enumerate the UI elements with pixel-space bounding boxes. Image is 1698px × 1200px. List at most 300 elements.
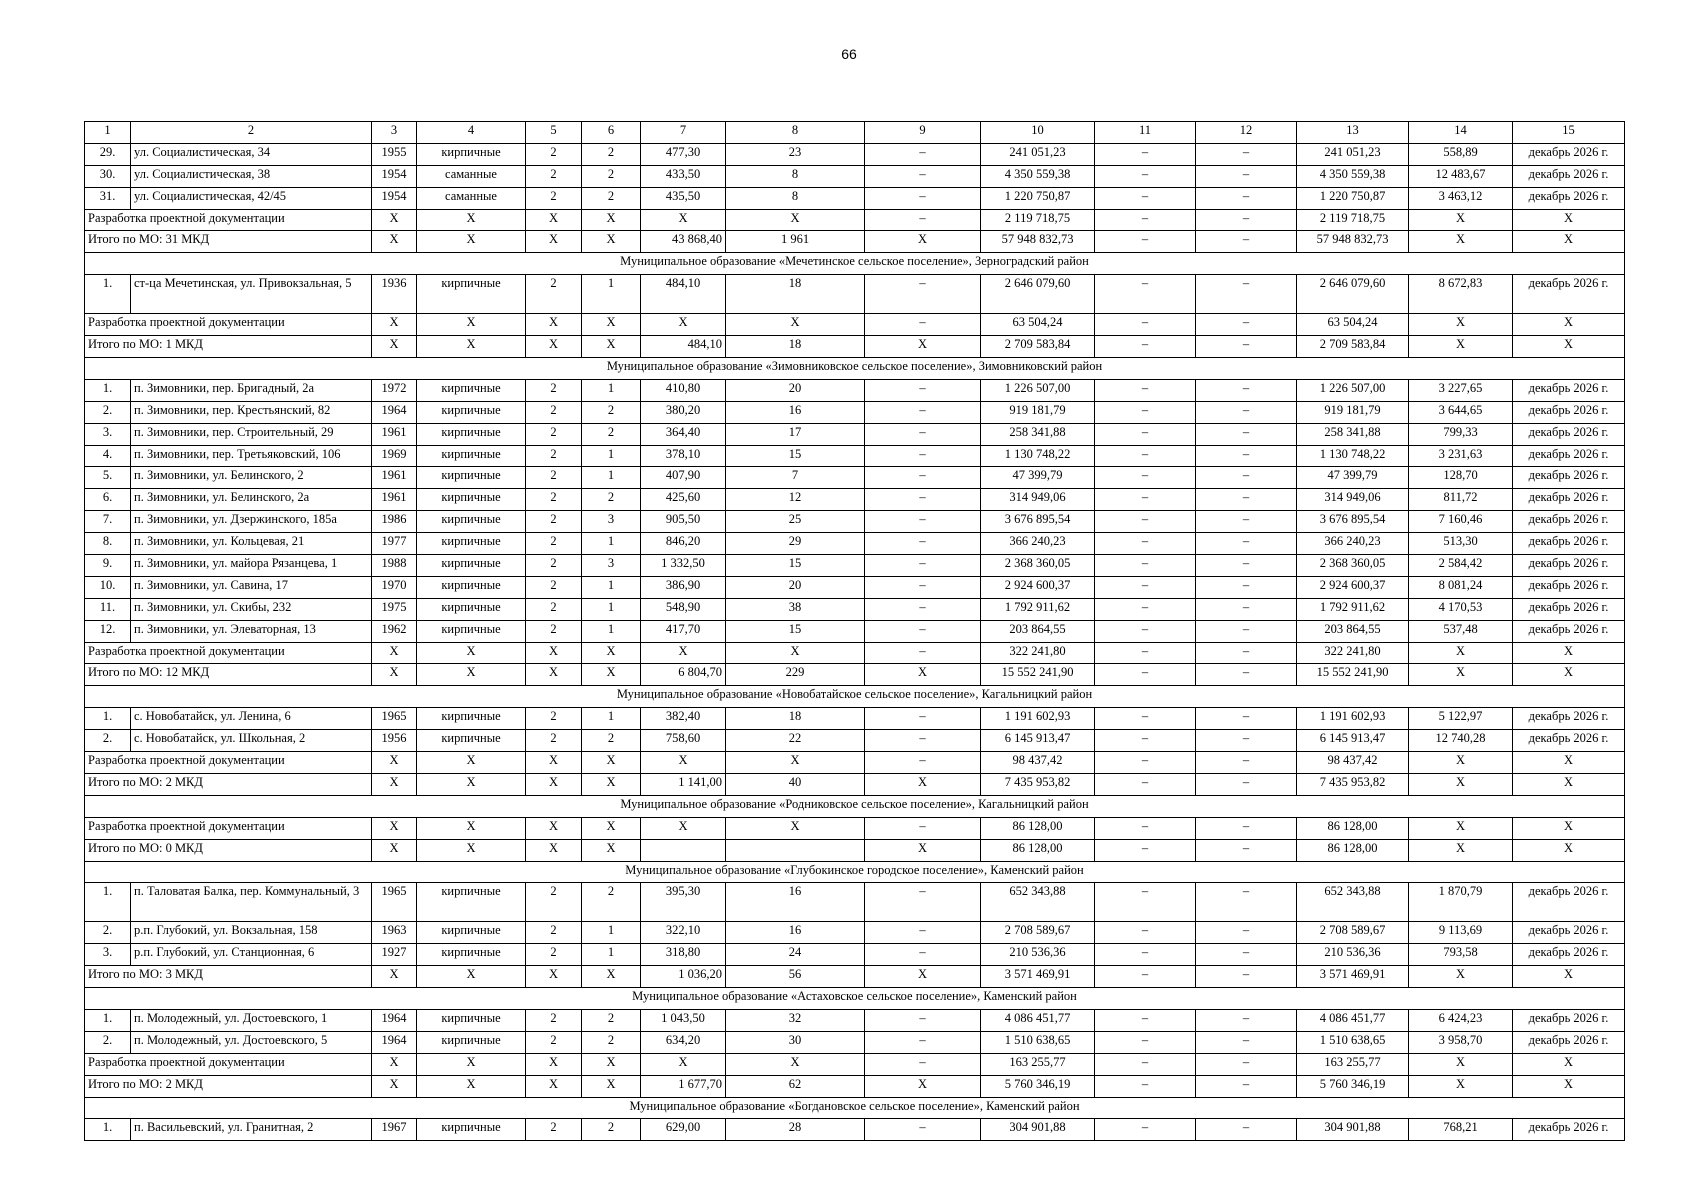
data-cell: 407,90 — [641, 467, 726, 489]
data-cell: 2 — [526, 187, 582, 209]
summary-cell: X — [582, 231, 641, 253]
data-cell: 241 051,23 — [1297, 143, 1409, 165]
summary-cell: X — [865, 966, 981, 988]
data-cell: 1 220 750,87 — [981, 187, 1095, 209]
summary-cell: – — [865, 752, 981, 774]
data-cell: 7 — [726, 467, 865, 489]
data-cell: 1 043,50 — [641, 1009, 726, 1031]
table-row — [85, 143, 1625, 165]
table-row — [85, 1031, 1625, 1053]
column-number-cell: 4 — [417, 122, 526, 144]
summary-cell: X — [1409, 209, 1513, 231]
summary-cell: X — [582, 966, 641, 988]
data-cell: 12 — [726, 489, 865, 511]
data-cell: 8 081,24 — [1409, 576, 1513, 598]
summary-cell: X — [417, 1053, 526, 1075]
data-cell: 2 — [526, 511, 582, 533]
summary-cell: X — [582, 839, 641, 861]
summary-cell: 322 241,80 — [1297, 642, 1409, 664]
data-cell: 1 — [582, 708, 641, 730]
data-cell: 16 — [726, 401, 865, 423]
row-number: 30. — [85, 165, 131, 187]
summary-cell: X — [526, 1053, 582, 1075]
data-cell: 1962 — [372, 620, 417, 642]
address-cell: п. Зимовники, пер. Бригадный, 2а — [131, 379, 372, 401]
table-row — [85, 275, 1625, 314]
summary-cell: 2 119 718,75 — [981, 209, 1095, 231]
summary-cell: X — [1513, 966, 1625, 988]
data-cell: – — [1196, 379, 1297, 401]
data-cell: 2 — [526, 1009, 582, 1031]
data-cell: – — [1095, 511, 1196, 533]
summary-cell: – — [1196, 642, 1297, 664]
summary-cell: – — [1196, 231, 1297, 253]
data-cell: 652 343,88 — [981, 883, 1095, 922]
summary-label: Разработка проектной документации — [85, 209, 372, 231]
summary-label: Разработка проектной документации — [85, 314, 372, 336]
section-header-row — [85, 686, 1625, 708]
data-cell: 1954 — [372, 165, 417, 187]
data-cell: 314 949,06 — [981, 489, 1095, 511]
data-cell: декабрь 2026 г. — [1513, 275, 1625, 314]
data-cell: 1 — [582, 620, 641, 642]
summary-cell: – — [1196, 752, 1297, 774]
data-cell: 16 — [726, 883, 865, 922]
data-cell: 318,80 — [641, 944, 726, 966]
data-cell: декабрь 2026 г. — [1513, 143, 1625, 165]
column-number-cell: 8 — [726, 122, 865, 144]
data-cell: 652 343,88 — [1297, 883, 1409, 922]
data-cell: 1 — [582, 533, 641, 555]
summary-cell: – — [865, 209, 981, 231]
summary-cell: X — [726, 642, 865, 664]
data-cell: 1 510 638,65 — [1297, 1031, 1409, 1053]
data-cell: 6 145 913,47 — [981, 730, 1095, 752]
data-cell: кирпичные — [417, 533, 526, 555]
data-cell: 17 — [726, 423, 865, 445]
data-cell: 210 536,36 — [1297, 944, 1409, 966]
data-cell: декабрь 2026 г. — [1513, 467, 1625, 489]
data-cell: 1972 — [372, 379, 417, 401]
summary-cell: 40 — [726, 773, 865, 795]
row-number: 8. — [85, 533, 131, 555]
summary-cell: X — [582, 1075, 641, 1097]
summary-cell: X — [417, 336, 526, 358]
data-cell: 1964 — [372, 1009, 417, 1031]
summary-row — [85, 336, 1625, 358]
summary-row — [85, 773, 1625, 795]
section-title: Муниципальное образование «Мечетинское сельское поселение», Зерноградский район — [85, 253, 1625, 275]
row-number: 29. — [85, 143, 131, 165]
summary-label: Разработка проектной документации — [85, 642, 372, 664]
summary-cell: – — [1196, 773, 1297, 795]
summary-cell: – — [1095, 664, 1196, 686]
data-cell: 558,89 — [1409, 143, 1513, 165]
data-cell: 811,72 — [1409, 489, 1513, 511]
summary-cell: – — [1196, 966, 1297, 988]
summary-cell: X — [1409, 231, 1513, 253]
data-cell: 8 672,83 — [1409, 275, 1513, 314]
table-row — [85, 620, 1625, 642]
data-cell: кирпичные — [417, 467, 526, 489]
summary-cell: – — [1196, 1075, 1297, 1097]
data-cell: 1 — [582, 576, 641, 598]
table-row — [85, 883, 1625, 922]
data-cell: декабрь 2026 г. — [1513, 423, 1625, 445]
data-cell: 1967 — [372, 1119, 417, 1141]
address-cell: п. Молодежный, ул. Достоевского, 5 — [131, 1031, 372, 1053]
data-cell: – — [1095, 445, 1196, 467]
summary-cell: – — [865, 817, 981, 839]
data-cell: 1 — [582, 445, 641, 467]
column-number-cell: 9 — [865, 122, 981, 144]
data-cell: 2 — [526, 423, 582, 445]
data-cell: 8 — [726, 187, 865, 209]
summary-cell: X — [417, 231, 526, 253]
summary-label: Разработка проектной документации — [85, 1053, 372, 1075]
data-cell: 1 870,79 — [1409, 883, 1513, 922]
data-cell: 2 — [582, 1119, 641, 1141]
summary-cell: – — [1095, 314, 1196, 336]
data-cell: – — [865, 379, 981, 401]
data-cell: 382,40 — [641, 708, 726, 730]
summary-row — [85, 314, 1625, 336]
data-cell: – — [1095, 143, 1196, 165]
data-cell: – — [865, 620, 981, 642]
data-cell: 2 — [582, 187, 641, 209]
summary-cell: 43 868,40 — [641, 231, 726, 253]
address-cell: п. Зимовники, ул. Скибы, 232 — [131, 598, 372, 620]
row-number: 1. — [85, 1119, 131, 1141]
summary-cell: – — [1095, 1053, 1196, 1075]
summary-cell: X — [417, 664, 526, 686]
summary-cell: X — [526, 336, 582, 358]
section-header-row — [85, 358, 1625, 380]
data-cell: 905,50 — [641, 511, 726, 533]
summary-label: Итого по МО: 2 МКД — [85, 1075, 372, 1097]
data-cell: 29 — [726, 533, 865, 555]
data-cell: 846,20 — [641, 533, 726, 555]
data-cell: – — [865, 730, 981, 752]
summary-cell: X — [641, 209, 726, 231]
summary-cell: X — [372, 336, 417, 358]
summary-row — [85, 817, 1625, 839]
data-cell: – — [865, 1009, 981, 1031]
data-cell: – — [1095, 423, 1196, 445]
summary-cell: X — [526, 966, 582, 988]
address-cell: п. Таловатая Балка, пер. Коммунальный, 3 — [131, 883, 372, 922]
summary-cell: 5 760 346,19 — [1297, 1075, 1409, 1097]
summary-cell: X — [372, 817, 417, 839]
data-cell: – — [865, 598, 981, 620]
summary-cell: 2 119 718,75 — [1297, 209, 1409, 231]
summary-cell: X — [582, 314, 641, 336]
data-cell: – — [865, 708, 981, 730]
data-cell: 1 130 748,22 — [981, 445, 1095, 467]
summary-cell: 3 571 469,91 — [1297, 966, 1409, 988]
summary-cell: X — [1409, 336, 1513, 358]
summary-row — [85, 209, 1625, 231]
section-title: Муниципальное образование «Новобатайское сельское поселение», Кагальницкий район — [85, 686, 1625, 708]
summary-cell: 229 — [726, 664, 865, 686]
data-cell: 9 113,69 — [1409, 922, 1513, 944]
data-cell: 258 341,88 — [1297, 423, 1409, 445]
data-cell: 1 — [582, 944, 641, 966]
data-cell: 634,20 — [641, 1031, 726, 1053]
summary-cell: 2 709 583,84 — [1297, 336, 1409, 358]
row-number: 6. — [85, 489, 131, 511]
summary-cell: X — [526, 314, 582, 336]
data-cell: – — [1095, 533, 1196, 555]
data-cell: 386,90 — [641, 576, 726, 598]
summary-cell: 1 036,20 — [641, 966, 726, 988]
summary-cell: X — [865, 231, 981, 253]
data-cell: 484,10 — [641, 275, 726, 314]
data-cell: 2 — [526, 944, 582, 966]
summary-cell: X — [526, 839, 582, 861]
summary-cell: 1 961 — [726, 231, 865, 253]
row-number: 9. — [85, 555, 131, 577]
summary-cell: 18 — [726, 336, 865, 358]
summary-cell: X — [1409, 839, 1513, 861]
data-cell: – — [865, 1031, 981, 1053]
data-cell: 1956 — [372, 730, 417, 752]
row-number: 2. — [85, 401, 131, 423]
data-cell: 3 644,65 — [1409, 401, 1513, 423]
summary-cell: X — [582, 336, 641, 358]
section-header-row — [85, 1097, 1625, 1119]
summary-cell: X — [372, 1075, 417, 1097]
summary-cell: – — [1196, 1053, 1297, 1075]
data-cell: – — [865, 165, 981, 187]
data-cell: – — [1196, 598, 1297, 620]
data-cell: – — [865, 187, 981, 209]
address-cell: с. Новобатайск, ул. Ленина, 6 — [131, 708, 372, 730]
summary-cell: 15 552 241,90 — [981, 664, 1095, 686]
data-cell: 25 — [726, 511, 865, 533]
data-cell: 1963 — [372, 922, 417, 944]
data-cell: 1 220 750,87 — [1297, 187, 1409, 209]
data-cell: 20 — [726, 379, 865, 401]
address-cell: п. Зимовники, пер. Третьяковский, 106 — [131, 445, 372, 467]
address-cell: п. Зимовники, ул. Дзержинского, 185а — [131, 511, 372, 533]
data-cell: 32 — [726, 1009, 865, 1031]
address-cell: ул. Социалистическая, 42/45 — [131, 187, 372, 209]
row-number: 11. — [85, 598, 131, 620]
data-cell: 3 227,65 — [1409, 379, 1513, 401]
data-cell: 2 — [582, 401, 641, 423]
address-cell: п. Зимовники, ул. Элеваторная, 13 — [131, 620, 372, 642]
summary-cell: X — [372, 1053, 417, 1075]
summary-cell: X — [641, 752, 726, 774]
data-cell: 1936 — [372, 275, 417, 314]
data-cell: 919 181,79 — [981, 401, 1095, 423]
summary-cell: 98 437,42 — [981, 752, 1095, 774]
row-number: 2. — [85, 1031, 131, 1053]
data-cell: кирпичные — [417, 555, 526, 577]
summary-cell: – — [1196, 839, 1297, 861]
summary-cell: X — [726, 817, 865, 839]
data-cell: – — [1095, 708, 1196, 730]
table-row — [85, 944, 1625, 966]
data-cell: 2 — [582, 883, 641, 922]
data-cell: 4 086 451,77 — [1297, 1009, 1409, 1031]
summary-cell: X — [1513, 839, 1625, 861]
summary-cell: 56 — [726, 966, 865, 988]
summary-cell: X — [582, 642, 641, 664]
data-cell: 417,70 — [641, 620, 726, 642]
table-row — [85, 401, 1625, 423]
summary-cell: 62 — [726, 1075, 865, 1097]
summary-row — [85, 231, 1625, 253]
data-cell: 210 536,36 — [981, 944, 1095, 966]
summary-cell: X — [1513, 1075, 1625, 1097]
data-cell: – — [1095, 275, 1196, 314]
data-cell: 1 792 911,62 — [981, 598, 1095, 620]
summary-cell: – — [1095, 773, 1196, 795]
summary-label: Итого по МО: 2 МКД — [85, 773, 372, 795]
summary-cell: X — [417, 817, 526, 839]
data-cell: 1 226 507,00 — [1297, 379, 1409, 401]
summary-cell: X — [582, 209, 641, 231]
summary-cell: X — [526, 773, 582, 795]
summary-cell: X — [726, 1053, 865, 1075]
data-cell: декабрь 2026 г. — [1513, 165, 1625, 187]
summary-cell — [641, 839, 726, 861]
summary-cell: X — [1409, 664, 1513, 686]
summary-row — [85, 1053, 1625, 1075]
data-cell: 425,60 — [641, 489, 726, 511]
data-cell: 1 130 748,22 — [1297, 445, 1409, 467]
data-cell: 477,30 — [641, 143, 726, 165]
data-cell: – — [1095, 379, 1196, 401]
data-cell: 2 — [526, 620, 582, 642]
summary-cell: X — [582, 1053, 641, 1075]
data-cell: 4 350 559,38 — [981, 165, 1095, 187]
section-header-row — [85, 795, 1625, 817]
summary-cell: X — [726, 752, 865, 774]
summary-cell: X — [526, 231, 582, 253]
data-cell: – — [1095, 401, 1196, 423]
data-cell: 1975 — [372, 598, 417, 620]
data-cell: – — [1095, 467, 1196, 489]
data-cell: декабрь 2026 г. — [1513, 187, 1625, 209]
summary-cell: – — [1196, 314, 1297, 336]
data-cell: – — [1095, 187, 1196, 209]
data-cell: 366 240,23 — [1297, 533, 1409, 555]
data-cell: – — [865, 143, 981, 165]
summary-cell: X — [526, 817, 582, 839]
data-cell: 4 170,53 — [1409, 598, 1513, 620]
table-row — [85, 576, 1625, 598]
summary-cell: X — [1409, 1075, 1513, 1097]
data-cell: декабрь 2026 г. — [1513, 379, 1625, 401]
data-cell: 364,40 — [641, 423, 726, 445]
row-number: 3. — [85, 423, 131, 445]
column-number-cell: 10 — [981, 122, 1095, 144]
data-cell: кирпичные — [417, 143, 526, 165]
data-cell: 3 463,12 — [1409, 187, 1513, 209]
data-cell: – — [1095, 489, 1196, 511]
row-number: 3. — [85, 944, 131, 966]
table-row — [85, 730, 1625, 752]
data-cell: декабрь 2026 г. — [1513, 620, 1625, 642]
data-cell: 3 676 895,54 — [981, 511, 1095, 533]
data-cell: 548,90 — [641, 598, 726, 620]
data-cell: 758,60 — [641, 730, 726, 752]
data-cell: 4 086 451,77 — [981, 1009, 1095, 1031]
data-cell: 322,10 — [641, 922, 726, 944]
column-number-cell: 11 — [1095, 122, 1196, 144]
housing-repair-table — [84, 121, 1625, 1141]
table-row — [85, 467, 1625, 489]
data-cell: декабрь 2026 г. — [1513, 489, 1625, 511]
data-cell: декабрь 2026 г. — [1513, 598, 1625, 620]
data-cell: 18 — [726, 275, 865, 314]
data-cell: кирпичные — [417, 401, 526, 423]
data-cell: 47 399,79 — [981, 467, 1095, 489]
data-cell: 28 — [726, 1119, 865, 1141]
summary-cell: X — [1409, 817, 1513, 839]
summary-cell: X — [726, 209, 865, 231]
summary-cell: X — [1513, 209, 1625, 231]
data-cell: – — [865, 445, 981, 467]
data-cell: кирпичные — [417, 489, 526, 511]
summary-cell: 86 128,00 — [1297, 839, 1409, 861]
data-cell: кирпичные — [417, 922, 526, 944]
table-row — [85, 423, 1625, 445]
data-cell: – — [1196, 883, 1297, 922]
address-cell: п. Зимовники, ул. Кольцевая, 21 — [131, 533, 372, 555]
summary-cell: 63 504,24 — [1297, 314, 1409, 336]
data-cell: 15 — [726, 555, 865, 577]
summary-cell: 1 141,00 — [641, 773, 726, 795]
data-cell: 793,58 — [1409, 944, 1513, 966]
data-cell: 24 — [726, 944, 865, 966]
data-cell: 2 924 600,37 — [1297, 576, 1409, 598]
data-cell: декабрь 2026 г. — [1513, 922, 1625, 944]
data-cell: 1 792 911,62 — [1297, 598, 1409, 620]
summary-cell: – — [1095, 1075, 1196, 1097]
data-cell: 1961 — [372, 423, 417, 445]
data-cell: 2 — [526, 379, 582, 401]
summary-cell: X — [582, 752, 641, 774]
table-row — [85, 708, 1625, 730]
summary-cell: X — [1409, 773, 1513, 795]
row-number: 31. — [85, 187, 131, 209]
data-cell: 30 — [726, 1031, 865, 1053]
summary-cell: 15 552 241,90 — [1297, 664, 1409, 686]
data-cell: 799,33 — [1409, 423, 1513, 445]
data-cell: 2 584,42 — [1409, 555, 1513, 577]
data-cell: декабрь 2026 г. — [1513, 1031, 1625, 1053]
data-cell: 1954 — [372, 187, 417, 209]
data-cell: кирпичные — [417, 620, 526, 642]
data-cell: декабрь 2026 г. — [1513, 445, 1625, 467]
column-number-cell: 14 — [1409, 122, 1513, 144]
data-cell: – — [1196, 708, 1297, 730]
data-cell: 203 864,55 — [981, 620, 1095, 642]
data-cell: 537,48 — [1409, 620, 1513, 642]
data-cell: 3 676 895,54 — [1297, 511, 1409, 533]
summary-cell: – — [1196, 209, 1297, 231]
address-cell: п. Зимовники, ул. Белинского, 2а — [131, 489, 372, 511]
address-cell: п. Молодежный, ул. Достоевского, 1 — [131, 1009, 372, 1031]
data-cell: 435,50 — [641, 187, 726, 209]
data-cell: 2 368 360,05 — [1297, 555, 1409, 577]
data-cell: – — [1196, 401, 1297, 423]
data-cell: 1977 — [372, 533, 417, 555]
